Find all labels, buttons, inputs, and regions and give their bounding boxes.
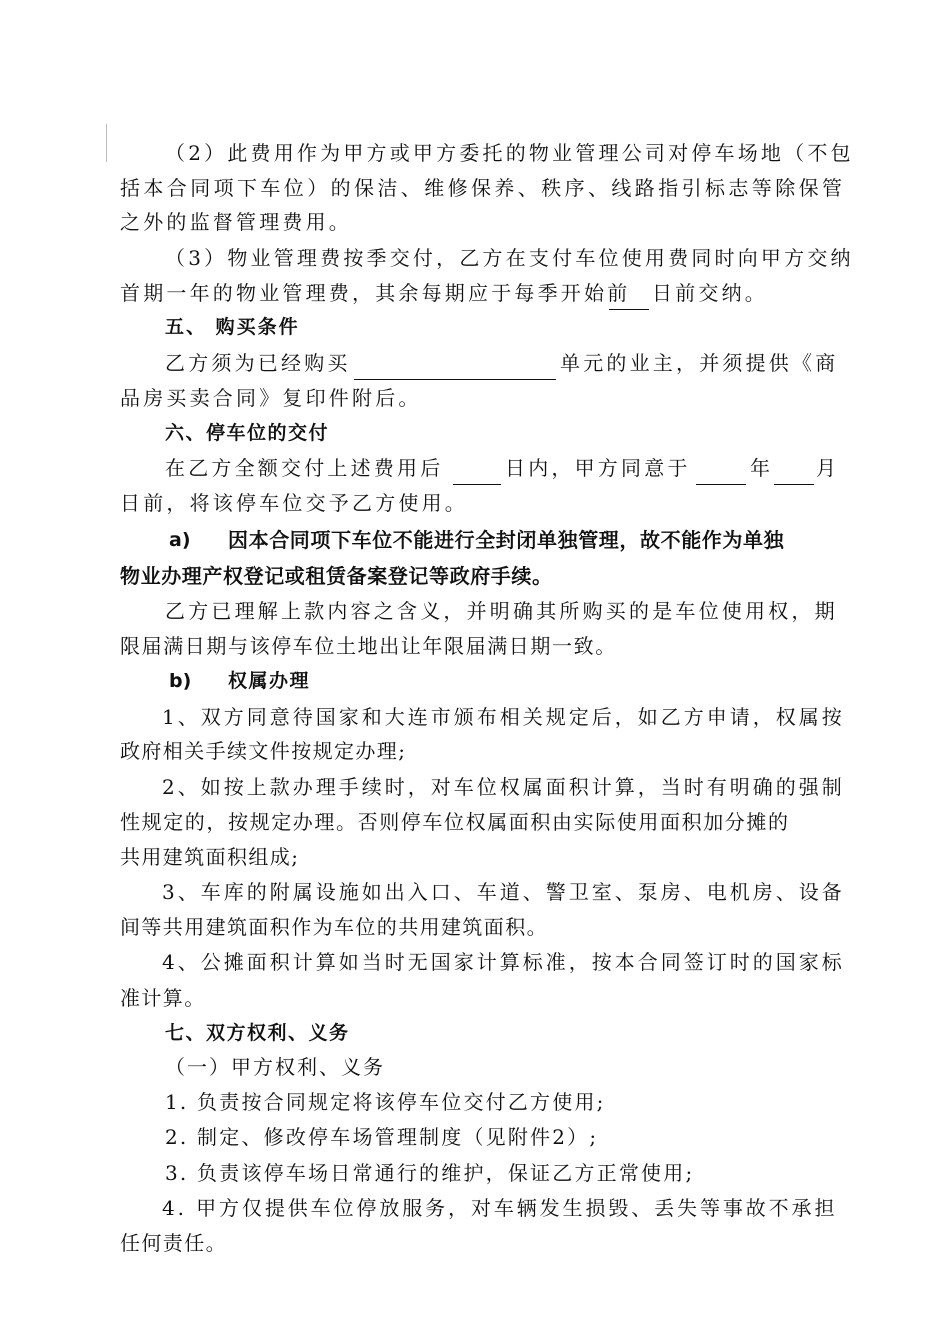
section-5-heading: 五、 购买条件 bbox=[165, 316, 300, 338]
section-5-line-1a: 乙方须为已经购买 bbox=[165, 351, 351, 375]
paragraph-3-line-1: （3）物业管理费按季交付，乙方在支付车位使用费同时向甲方交纳 bbox=[165, 246, 854, 270]
b3-line-1: 3、车库的附属设施如出入口、车道、警卫室、泵房、电机房、设备 bbox=[162, 880, 845, 904]
item-a-marker: a) bbox=[169, 529, 191, 551]
b3-line-2: 间等共用建筑面积作为车位的共用建筑面积。 bbox=[120, 915, 548, 939]
text-line bbox=[0, 381, 950, 415]
text-line bbox=[0, 875, 950, 909]
b1-line-1: 1、双方同意待国家和大连市颁布相关规定后，如乙方申请，权属按 bbox=[162, 705, 845, 729]
text-line bbox=[0, 1156, 950, 1190]
text-line bbox=[0, 486, 950, 520]
text-line bbox=[0, 241, 950, 275]
text-line bbox=[0, 629, 950, 663]
b4-line-2: 准计算。 bbox=[120, 986, 206, 1010]
text-line bbox=[0, 451, 950, 485]
text-line bbox=[0, 945, 950, 979]
blank-days-after bbox=[453, 451, 501, 485]
text-line bbox=[0, 310, 950, 344]
text-line bbox=[0, 734, 950, 768]
item-b-title: 权属办理 bbox=[228, 670, 311, 692]
text-line bbox=[0, 910, 950, 944]
section-6-line-1a: 在乙方全额交付上述费用后 bbox=[165, 456, 444, 480]
section-7-sub: （一）甲方权利、义务 bbox=[165, 1055, 385, 1079]
section-7-item-1: 1. 负责按合同规定将该停车位交付乙方使用; bbox=[165, 1090, 606, 1114]
section-6-heading: 六、停车位的交付 bbox=[165, 422, 330, 444]
text-line bbox=[0, 664, 950, 698]
section-6-line-1b: 日内，甲方同意于 bbox=[505, 456, 691, 480]
text-line bbox=[0, 805, 950, 839]
text-line bbox=[0, 1191, 950, 1225]
section-5-line-2: 品房买卖合同》复印件附后。 bbox=[120, 386, 422, 410]
b2-line-2: 性规定的，按规定办理。否则停车位权属面积由实际使用面积加分摊的 bbox=[120, 810, 790, 834]
section-5-line-1b: 单元的业主，并须提供《商 bbox=[560, 351, 839, 375]
text-line bbox=[0, 840, 950, 874]
text-line bbox=[0, 700, 950, 734]
text-line bbox=[0, 1226, 950, 1260]
section-6-line-1d: 月 bbox=[816, 456, 836, 480]
text-line bbox=[0, 171, 950, 205]
section-7-item-4-line-1: 4. 甲方仅提供车位停放服务，对车辆发生损毁、丢失等事故不承担 bbox=[162, 1196, 838, 1220]
text-line bbox=[0, 594, 950, 628]
section-6-line-2: 日前，将该停车位交予乙方使用。 bbox=[120, 491, 468, 515]
text-line bbox=[0, 1120, 950, 1154]
section-7-heading: 七、双方权利、义务 bbox=[165, 1022, 350, 1044]
text-line bbox=[0, 523, 950, 557]
text-line bbox=[0, 205, 950, 239]
item-b-marker: b) bbox=[169, 670, 192, 692]
text-line bbox=[0, 1016, 950, 1050]
blank-year bbox=[696, 451, 746, 485]
section-7-item-2: 2. 制定、修改停车场管理制度（见附件2）; bbox=[165, 1125, 599, 1149]
section-7-item-3: 3. 负责该停车场日常通行的维护，保证乙方正常使用; bbox=[165, 1161, 695, 1185]
b4-line-1: 4、公摊面积计算如当时无国家计算标准，按本合同签订时的国家标 bbox=[162, 950, 845, 974]
paragraph-2-line-1: （2）此费用作为甲方或甲方委托的物业管理公司对停车场地（不包 bbox=[165, 141, 854, 165]
text-line bbox=[0, 276, 950, 310]
paragraph-3-line-2b: 日前交纳。 bbox=[652, 281, 768, 305]
b1-line-2: 政府相关手续文件按规定办理; bbox=[120, 739, 407, 763]
item-a-line-1: 因本合同项下车位不能进行全封闭单独管理，故不能作为单独 bbox=[228, 528, 785, 552]
blank-unit bbox=[354, 346, 556, 380]
section-6-line-1c: 年 bbox=[750, 456, 770, 480]
text-line bbox=[0, 136, 950, 170]
text-line bbox=[0, 416, 950, 450]
paragraph-2-line-3: 之外的监督管理费用。 bbox=[120, 210, 352, 234]
text-line bbox=[0, 559, 950, 593]
paragraph-a-line-2: 限届满日期与该停车位土地出让年限届满日期一致。 bbox=[120, 634, 617, 658]
section-7-item-4-line-2: 任何责任。 bbox=[120, 1231, 227, 1255]
b2-line-3: 共用建筑面积组成; bbox=[120, 845, 300, 869]
paragraph-a-line-1: 乙方已理解上款内容之含义，并明确其所购买的是车位使用权，期 bbox=[165, 599, 838, 623]
paragraph-2-line-2: 括本合同项下车位）的保洁、维修保养、秩序、线路指引标志等除保管 bbox=[120, 176, 846, 200]
blank-month bbox=[774, 451, 814, 485]
text-line bbox=[0, 981, 950, 1015]
b2-line-1: 2、如按上款办理手续时，对车位权属面积计算，当时有明确的强制 bbox=[162, 775, 845, 799]
item-a-line-2: 物业办理产权登记或租赁备案登记等政府手续。 bbox=[120, 564, 553, 588]
text-line bbox=[0, 1050, 950, 1084]
paragraph-3-line-2a: 首期一年的物业管理费，其余每期应于每季开始前 bbox=[120, 281, 631, 305]
text-line bbox=[0, 346, 950, 380]
text-line bbox=[0, 770, 950, 804]
text-line bbox=[0, 1085, 950, 1119]
blank-days bbox=[609, 276, 649, 310]
